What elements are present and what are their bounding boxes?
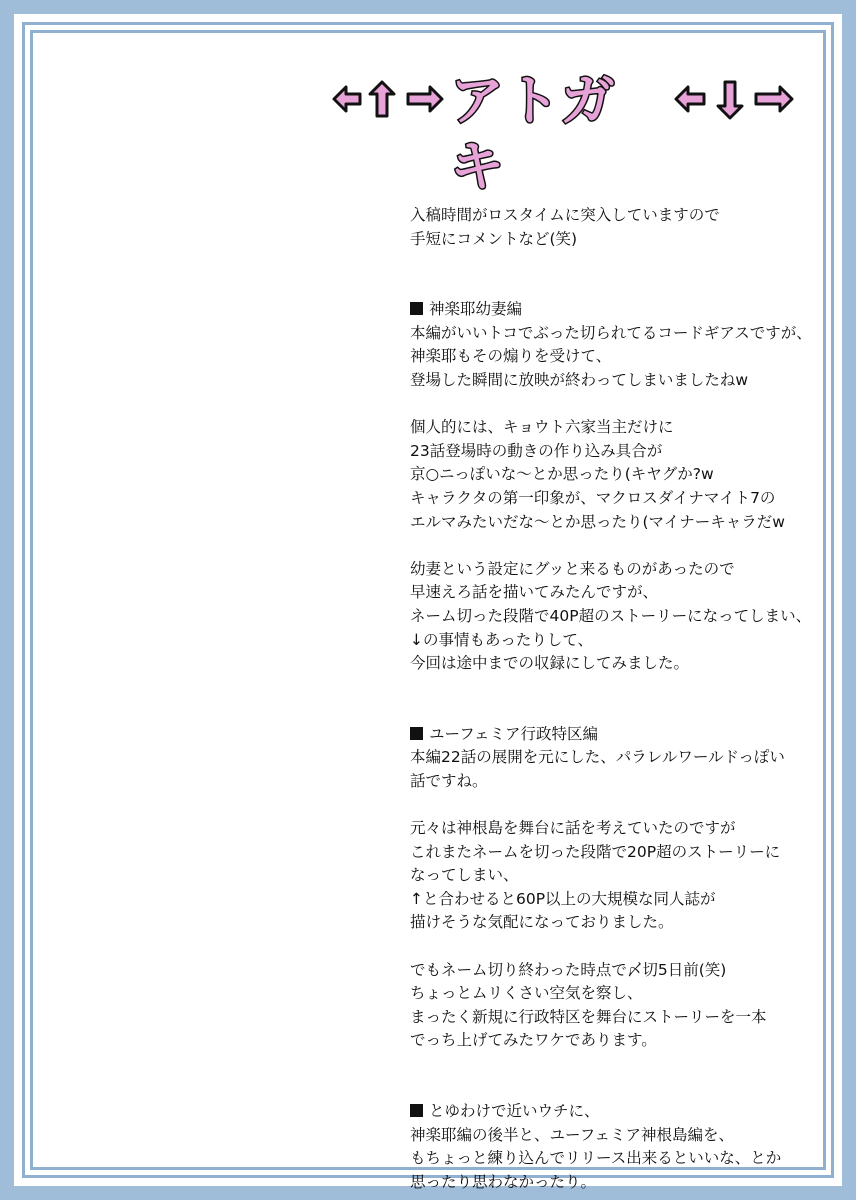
text-line: エルマみたいだな〜とか思ったり(マイナーキャラだw [410, 512, 785, 531]
arrow-right-icon [756, 87, 792, 111]
text-line: 23話登場時の動きの作り込み具合が [410, 441, 663, 460]
section-heading [410, 723, 820, 747]
square-bullet-icon [410, 727, 423, 740]
arrow-right-icon [408, 87, 442, 111]
text-line: でもネーム切り終わった時点で〆切5日前(笑) [410, 960, 727, 979]
arrow-left-icon [676, 87, 704, 111]
text-line: 京○ニっぽいな〜とか思ったり(キヤグか?w [410, 465, 714, 484]
section-heading-label: とゆわけで近いウチに、 [429, 1102, 600, 1120]
square-bullet-icon [410, 302, 423, 315]
text-line: ネーム切った段階で40P超のストーリーになってしまい、 [410, 606, 812, 625]
text-line: 描けそうな気配になっておりました。 [410, 913, 674, 932]
text-line: 早速えろ話を描いてみたんですが、 [410, 583, 659, 602]
title-banner [330, 66, 800, 198]
text-line: 思ったり思わなかったり。 [410, 1172, 597, 1191]
text-line: もちょっと練り込んでリリース出来るといいな、とか [410, 1149, 782, 1168]
text-line: 神楽耶編の後半と、ユーフェミア神根島編を、 [410, 1125, 734, 1144]
square-bullet-icon [410, 1104, 423, 1117]
arrow-up-icon [370, 82, 394, 116]
text-line: 今回は途中までの収録にしてみました。 [410, 654, 690, 673]
text-line: 神楽耶もその煽りを受けて、 [410, 347, 612, 366]
text-line: 個人的には、キョウト六家当主だけに [410, 418, 674, 437]
text-line: 元々は神根島を舞台に話を考えていたのですが [410, 819, 736, 838]
text-line: 本編がいいトコでぶった切られてるコードギアスですが、 [410, 323, 812, 342]
section-heading [410, 1100, 820, 1124]
text-line: これまたネームを切った段階で20P超のストーリーに [410, 842, 781, 861]
text-line: でっち上げてみたワケであります。 [410, 1031, 657, 1050]
text-line: キャラクタの第一印象が、マクロスダイナマイト7の [410, 488, 776, 507]
text-line: ↑と合わせると60P以上の大規模な同人誌が [410, 889, 716, 908]
text-line: ↓の事情もあったりして、 [410, 630, 594, 649]
text-line: 本編22話の展開を元にした、パラレルワールドっぽい [410, 748, 785, 767]
text-line: 話ですね。 [410, 771, 488, 790]
text-line: ちょっとムリくさい空気を察し、 [410, 984, 643, 1003]
arrow-left-icon [334, 87, 360, 111]
text-line: まったく新規に行政特区を舞台にストーリーを一本 [410, 1007, 767, 1026]
section-heading-label: 神楽耶幼妻編 [429, 300, 523, 319]
intro-line: 入稿時間がロスタイムに突入していますので [410, 206, 720, 224]
intro-line: 手短にコメントなど(笑) [410, 229, 578, 248]
page-title: アトガキ [450, 69, 617, 198]
section-heading-label: ユーフェミア行政特区編 [429, 724, 598, 743]
section-heading [410, 298, 820, 322]
text-line: なってしまい、 [410, 866, 519, 885]
afterword-body [410, 204, 820, 1194]
arrow-down-icon [718, 82, 742, 118]
text-line: 登場した瞬間に放映が終わってしまいましたねw [410, 370, 749, 389]
text-line: 幼妻という設定にグッと来るものがあったので [410, 559, 735, 578]
